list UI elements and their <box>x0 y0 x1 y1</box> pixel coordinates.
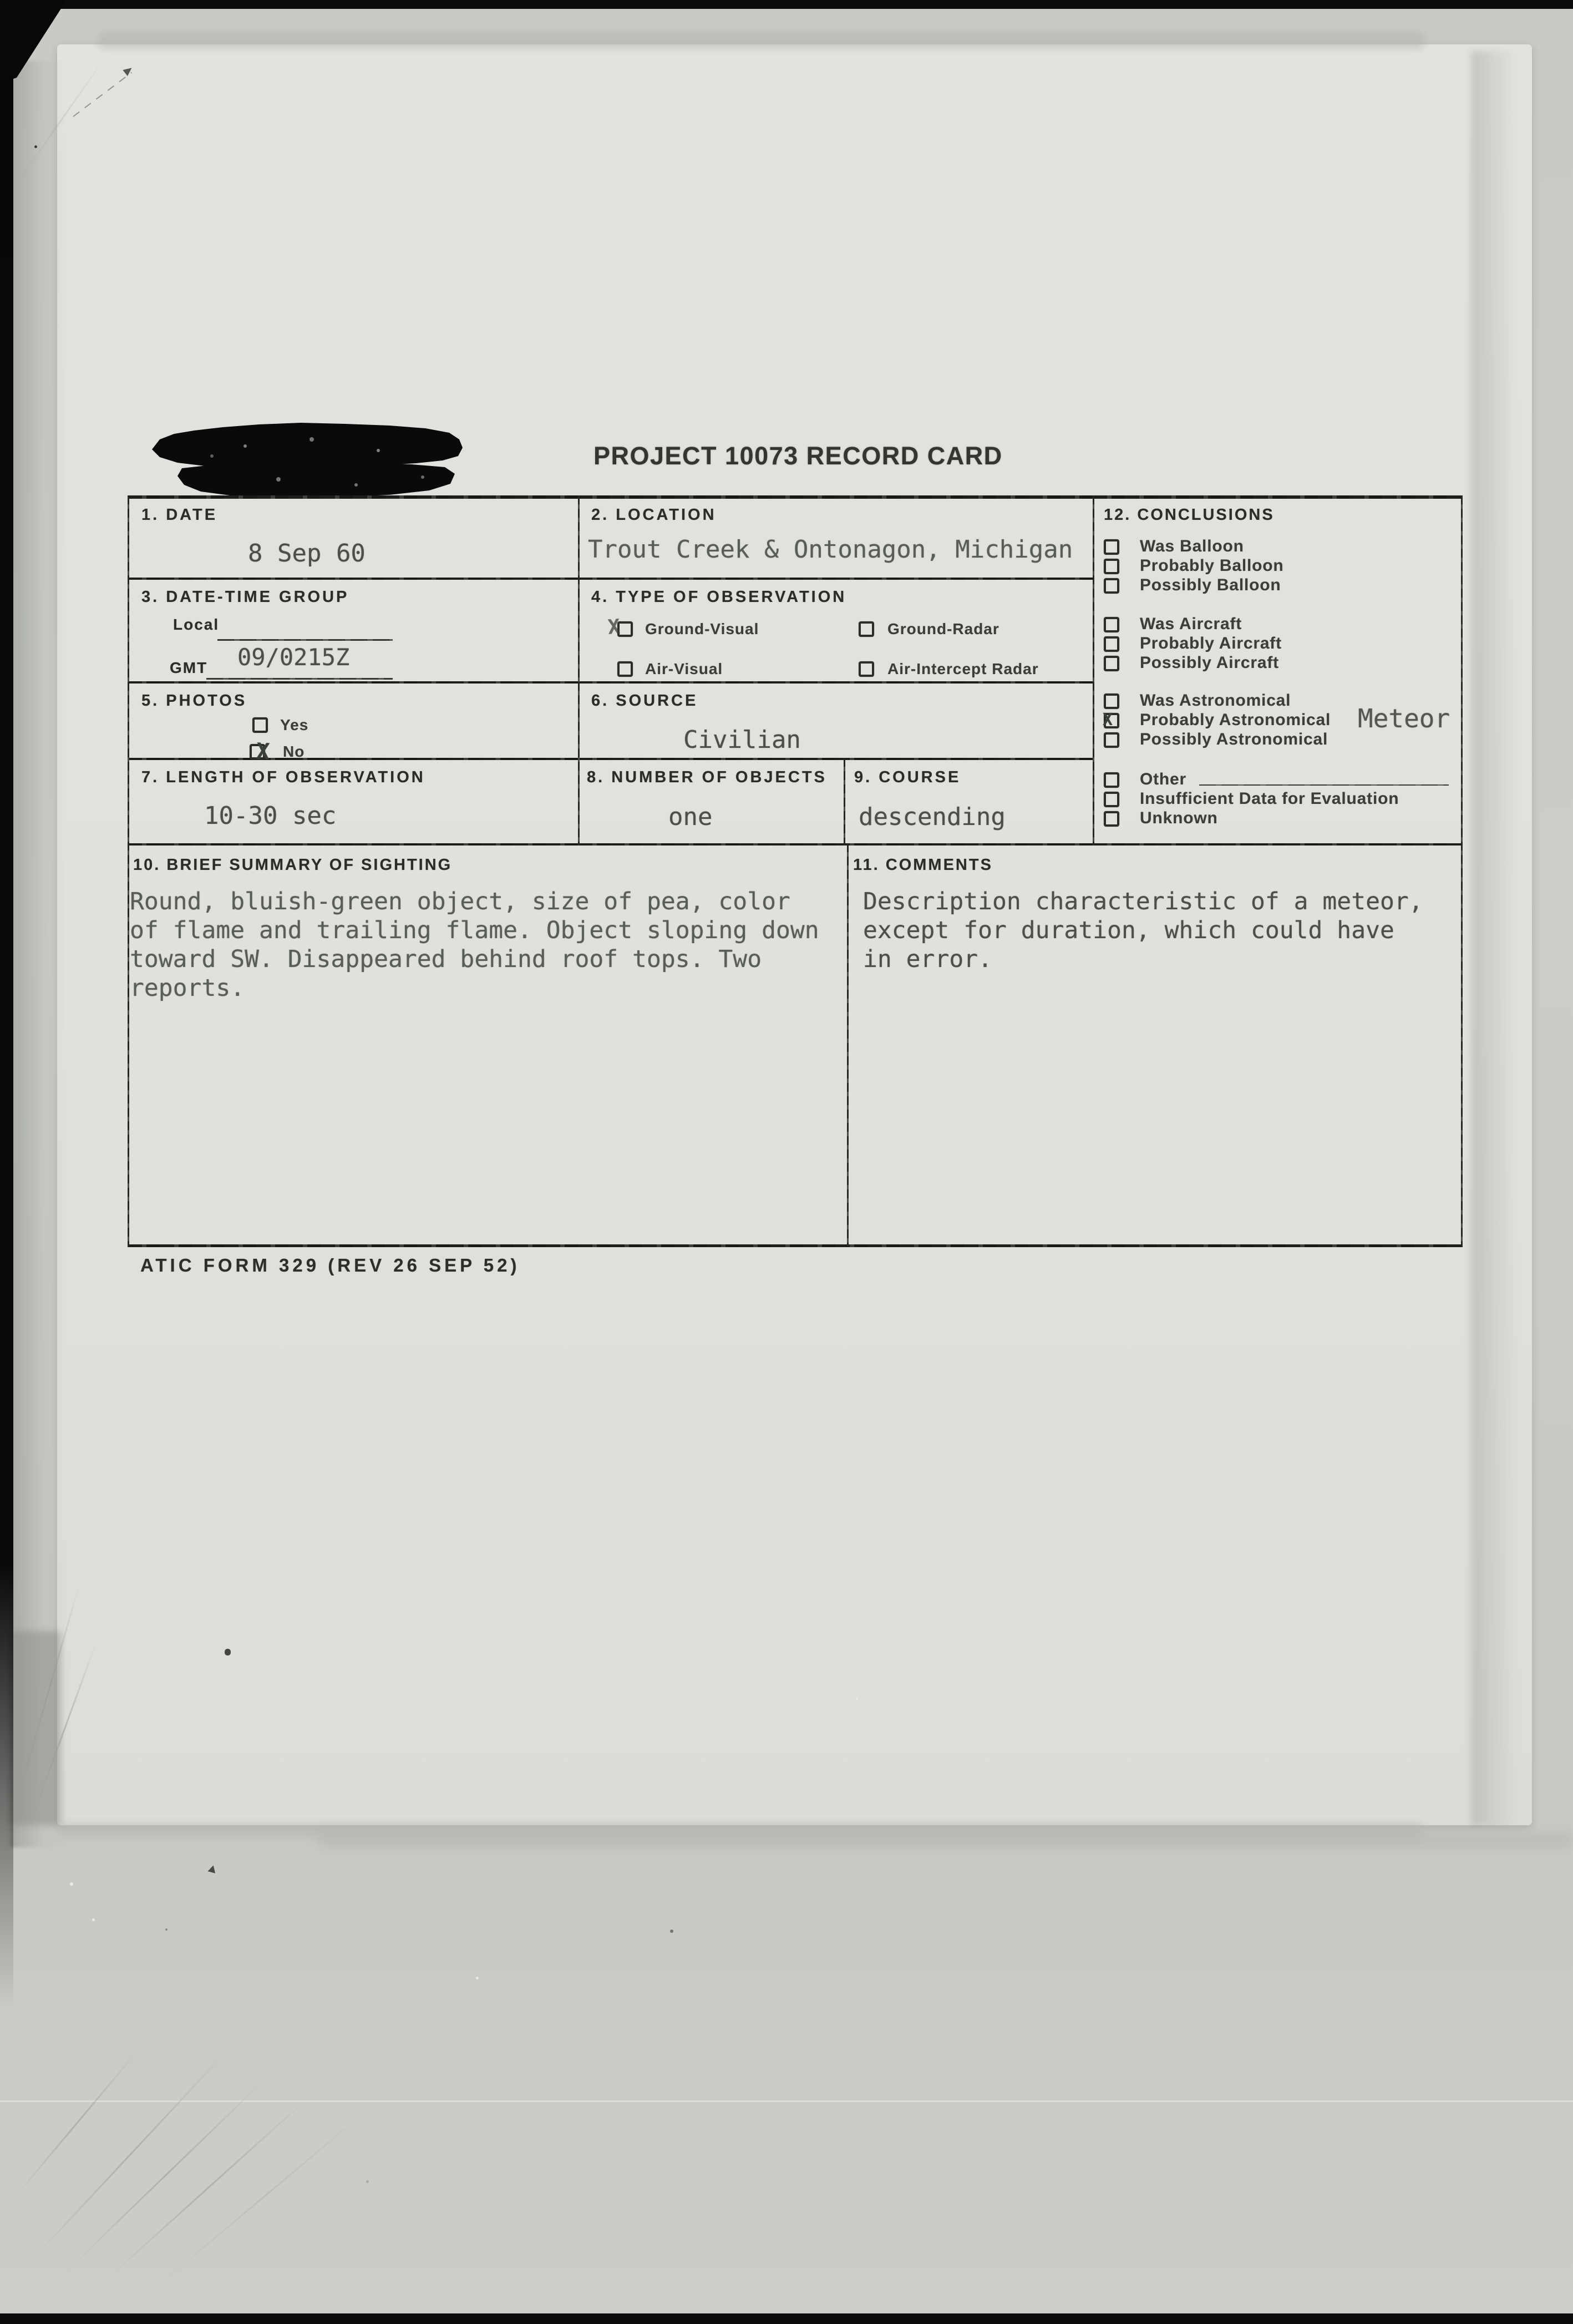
dust-speck <box>70 1882 73 1886</box>
summary-line: toward SW. Disappeared behind roof tops. Two <box>130 945 762 973</box>
was-aircraft-label: Was Aircraft <box>1140 615 1242 633</box>
paper-shadow-bottom-2 <box>319 1832 1573 1849</box>
air-visual-label: Air-Visual <box>645 660 723 677</box>
date-label: 1. DATE <box>141 506 218 524</box>
was-balloon-checkbox <box>1104 539 1119 555</box>
summary-line: Round, bluish-green object, size of pea, color <box>130 888 790 915</box>
gmt-underline <box>206 678 393 680</box>
ground-radar-label: Ground-Radar <box>887 620 999 637</box>
divider-conclusions <box>1093 495 1094 845</box>
probably-astronomical-check-mark: X <box>1103 710 1113 730</box>
other-underline <box>1199 784 1449 786</box>
comments-line: in error. <box>863 945 992 973</box>
possibly-balloon-label: Possibly Balloon <box>1140 576 1281 594</box>
rule-row2 <box>128 681 1094 683</box>
local-underline <box>217 639 393 641</box>
page-title: PROJECT 10073 RECORD CARD <box>593 442 1003 470</box>
was-astronomical-label: Was Astronomical <box>1140 691 1291 710</box>
ink-speck <box>366 2180 369 2183</box>
gmt-label: GMT <box>170 659 208 676</box>
was-astronomical-checkbox <box>1104 693 1119 709</box>
comments-line: Description characteristic of a meteor, <box>863 888 1423 915</box>
dust-speck <box>92 1918 95 1921</box>
ground-radar-checkbox <box>859 621 874 637</box>
other-label: Other <box>1140 770 1187 788</box>
local-label: Local <box>173 616 220 633</box>
ink-speck <box>165 1928 168 1931</box>
rule-row4 <box>128 843 1463 845</box>
probably-aircraft-label: Probably Aircraft <box>1140 634 1282 652</box>
possibly-balloon-checkbox <box>1104 578 1119 594</box>
probably-balloon-checkbox <box>1104 559 1119 574</box>
summary-line: of flame and trailing flame. Object sloping down <box>130 917 819 944</box>
possibly-astronomical-label: Possibly Astronomical <box>1140 730 1328 748</box>
redaction-blob <box>145 417 467 503</box>
was-aircraft-checkbox <box>1104 617 1119 632</box>
date-time-group-label: 3. DATE-TIME GROUP <box>141 588 349 606</box>
photos-label: 5. PHOTOS <box>141 692 247 710</box>
course-label: 9. COURSE <box>854 768 961 786</box>
date-value: 8 Sep 60 <box>248 539 366 568</box>
ink-speck <box>225 1649 231 1655</box>
ink-speck <box>34 145 37 148</box>
comments-line: except for duration, which could have <box>863 917 1394 944</box>
type-of-observation-label: 4. TYPE OF OBSERVATION <box>591 588 847 606</box>
rule-row3 <box>128 758 1094 760</box>
divider-col1 <box>578 495 580 845</box>
film-edge-left <box>0 0 13 2008</box>
ink-speck <box>208 1864 217 1873</box>
rule-row1 <box>128 578 1094 580</box>
ink-speck <box>670 1930 673 1933</box>
scratch-mark <box>16 2050 139 2195</box>
other-checkbox <box>1104 772 1119 788</box>
length-of-observation-label: 7. LENGTH OF OBSERVATION <box>141 768 425 786</box>
backing-shadow-top <box>97 31 1425 49</box>
dust-speck <box>476 1977 479 1979</box>
paper-shadow-right <box>1471 51 1518 1826</box>
unknown-checkbox <box>1104 811 1119 827</box>
photos-no-check-mark: X <box>255 738 271 765</box>
number-of-objects-value: one <box>668 803 713 831</box>
divider-col-8-9 <box>844 758 845 845</box>
possibly-aircraft-checkbox <box>1104 656 1119 671</box>
card-border-left <box>128 495 129 1247</box>
possibly-aircraft-label: Possibly Aircraft <box>1140 654 1279 672</box>
card-border-top <box>128 495 1463 499</box>
source-value: Civilian <box>683 726 801 754</box>
probably-balloon-label: Probably Balloon <box>1140 556 1284 575</box>
possibly-astronomical-checkbox <box>1104 732 1119 748</box>
unknown-label: Unknown <box>1140 809 1218 827</box>
probably-astronomical-label: Probably Astronomical <box>1140 711 1331 729</box>
conclusions-label: 12. CONCLUSIONS <box>1104 506 1275 524</box>
card-border-bottom <box>128 1244 1463 1247</box>
scratch-mark <box>30 2050 228 2262</box>
insufficient-data-label: Insufficient Data for Evaluation <box>1140 789 1399 808</box>
air-intercept-radar-label: Air-Intercept Radar <box>887 660 1039 677</box>
insufficient-data-checkbox <box>1104 792 1119 807</box>
photo-scan-line <box>0 2100 1573 2102</box>
gmt-value: 09/0215Z <box>237 644 350 671</box>
location-label: 2. LOCATION <box>591 506 717 524</box>
ground-visual-check-mark: X <box>607 615 621 639</box>
form-number: ATIC FORM 329 (REV 26 SEP 52) <box>140 1255 520 1275</box>
film-edge-bottom <box>0 2313 1573 2324</box>
divider-summary-comments <box>847 843 849 1247</box>
source-label: 6. SOURCE <box>591 692 698 710</box>
dust-speck <box>856 1698 858 1700</box>
air-intercept-radar-checkbox <box>859 661 874 677</box>
course-value: descending <box>859 803 1006 831</box>
photos-no-label: No <box>283 743 305 760</box>
backing-shadow-left <box>10 61 65 1847</box>
film-edge-top <box>0 0 1573 9</box>
number-of-objects-label: 8. NUMBER OF OBJECTS <box>587 768 827 786</box>
scratch-mark <box>66 2078 267 2271</box>
meteor-annotation: Meteor <box>1358 703 1450 733</box>
was-balloon-label: Was Balloon <box>1140 537 1244 555</box>
card-border-right <box>1461 495 1463 1247</box>
ground-visual-label: Ground-Visual <box>645 620 759 637</box>
probably-aircraft-checkbox <box>1104 636 1119 652</box>
summary-line: reports. <box>130 974 245 1002</box>
scratch-mark <box>110 2100 305 2276</box>
air-visual-checkbox <box>617 661 633 677</box>
location-value: Trout Creek & Ontonagon, Michigan <box>588 535 1073 564</box>
length-of-observation-value: 10-30 sec <box>204 802 337 830</box>
comments-label: 11. COMMENTS <box>853 856 993 874</box>
photos-yes-checkbox <box>252 717 268 733</box>
summary-label: 10. BRIEF SUMMARY OF SIGHTING <box>133 856 453 874</box>
photos-yes-label: Yes <box>280 716 309 733</box>
